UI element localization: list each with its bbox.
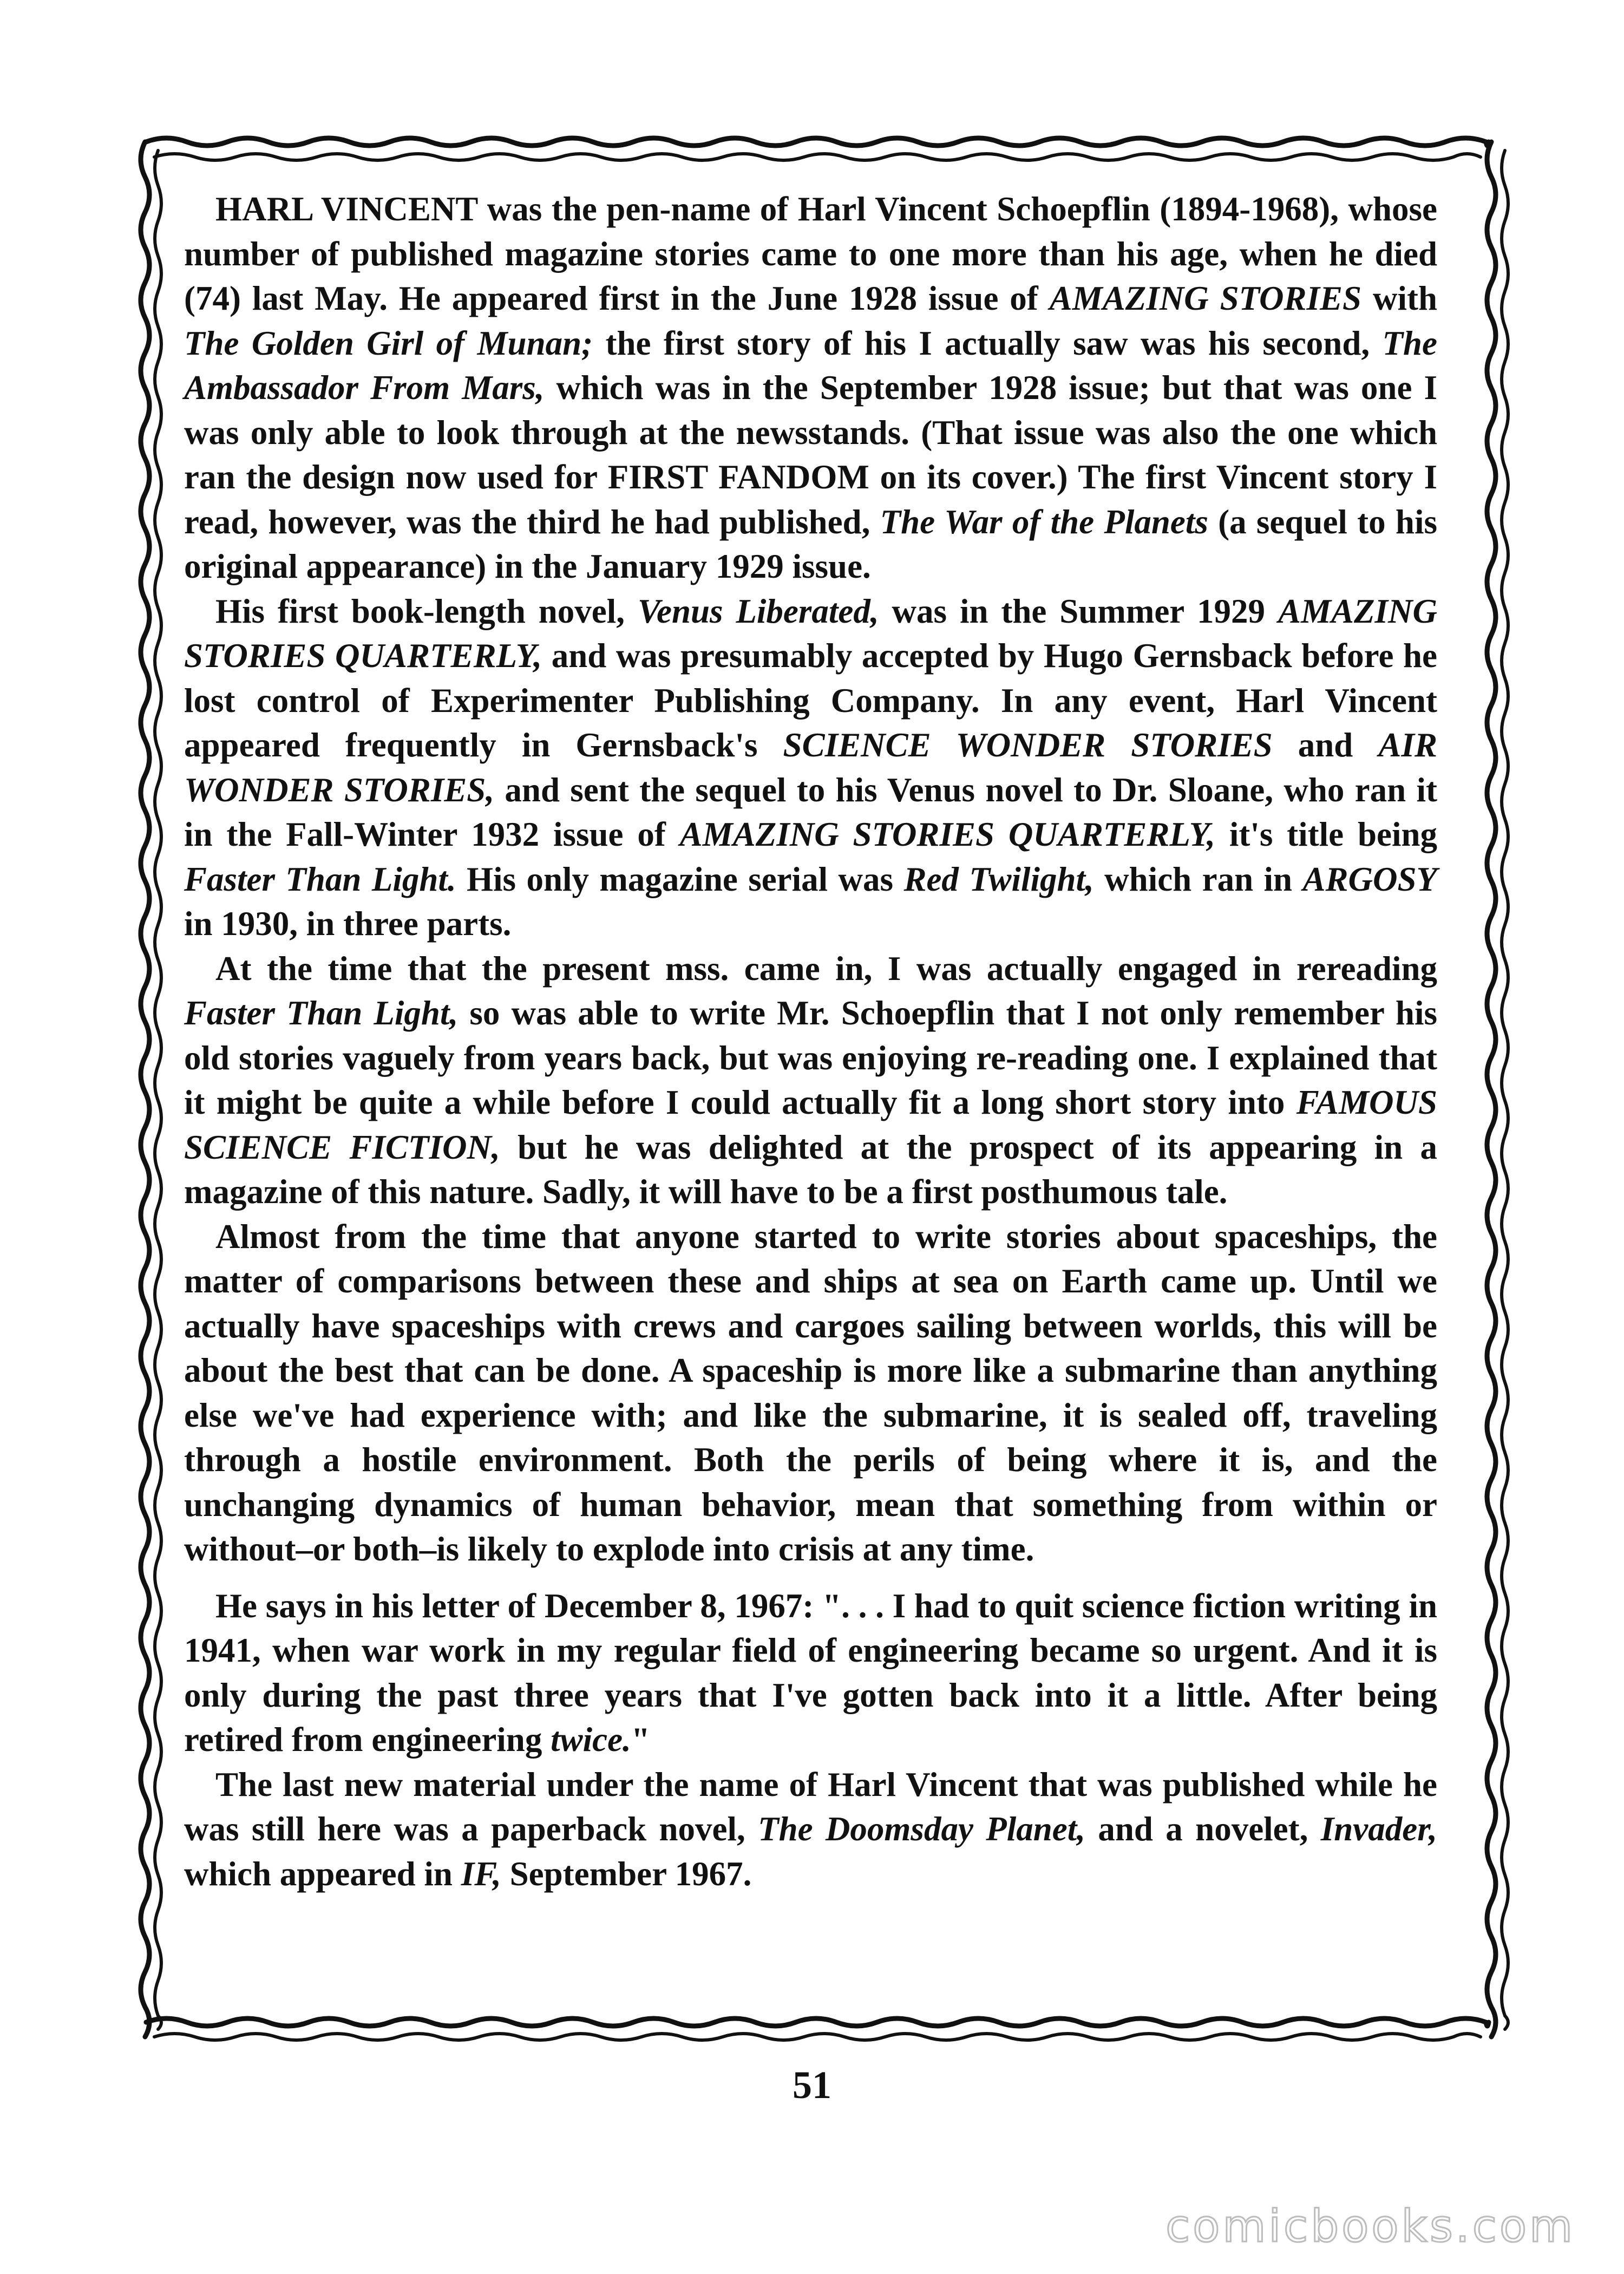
italic-title: IF, [461,1854,501,1893]
paragraph-5: He says in his letter of December 8, 1967: ". . . I had to quit science fiction writing in 1941, when war work in my regular field of engineering became so urgent. And it is only during the past three years that I've gotten back into it a little. After being retired from engineering twice." [184,1586,1437,1759]
border-wave-line [155,151,161,2029]
italic-title: FAMOUS SCIENCE FICTION, [184,1083,1437,1166]
italic-title: Invader, [1320,1810,1437,1848]
italic-title: The Ambassador From Mars, [184,324,1438,407]
border-wave-line [1487,142,1496,2037]
italic-title: Faster Than Light. [184,860,456,898]
paragraph-3: At the time that the present mss. came in, I was actually engaged in rereading Faster Than Light, so was able to write Mr. Schoepflin that I not only remember his old stories vaguely from years back, but was enjoying re-reading one. I explained that it might be quite a while before I could actually fit a long short story into FAMOUS SCIENCE FICTION, but he was delighted at the prospect of its appearing in a magazine of this nature. Sadly, it will have to be a first posthumous tale. [184,949,1437,1211]
paragraph-2: His first book-length novel, Venus Liberated, was in the Summer 1929 AMAZING STORIES QUARTERLY, and was presumably accepted by Hugo Gernsback before he lost control of Experimenter Publishing Company. In any event, Harl Vincent appeared frequently in Gernsback's SCIENCE WONDER STORIES and AIR WONDER STORIES, and sent the sequel to his Venus novel to Dr. Sloane, who ran it in the Fall-Winter 1932 issue of AMAZING STORIES QUARTERLY, it's title being Faster Than Light. His only magazine serial was Red Twilight, which ran in ARGOSY in 1930, in three parts. [184,592,1437,943]
paragraph-6: The last new material under the name of Harl Vincent that was published while he was still here was a paperback novel, The Doomsday Planet, and a novelet, Invader, which appeared in IF, September 1967. [184,1765,1437,1893]
border-wave-line [1502,151,1508,2029]
border-wave-line [146,138,1489,146]
italic-title: The War of the Planets [880,502,1208,541]
italic-title: Red Twilight, [903,860,1094,898]
italic-title: twice. [551,1721,631,1759]
italic-title: ARGOSY [1302,860,1437,898]
italic-title: SCIENCE WONDER STORIES [783,726,1273,764]
site-watermark: comicbooks.com [1165,2201,1575,2252]
italic-title: AMAZING STORIES QUARTERLY, [184,592,1437,675]
border-wave-line [154,2034,1481,2040]
italic-title: AMAZING STORIES [1049,279,1362,317]
border-wave-line [141,142,149,2037]
border-wave-line [154,154,1481,160]
italic-title: Faster Than Light, [184,994,459,1032]
italic-title: AIR WONDER STORIES, [184,726,1437,809]
italic-title: Venus Liberated, [637,592,879,630]
italic-title: The Golden Girl of Munan; [184,324,593,362]
border-wave-line [146,2018,1489,2026]
italic-title: AMAZING STORIES QUARTERLY, [679,815,1216,853]
article-body [184,187,1437,1896]
page-number: 51 [793,2063,831,2107]
italic-title: The Doomsday Planet, [758,1810,1086,1848]
paragraph-4: Almost from the time that anyone started to write stories about spaceships, the matter of comparisons between these and ships at sea on Earth came up. Until we actually have spaceships with crews and cargoes sailing between worlds, this will be about the best that can be done. A spaceship is more like a submarine than anything else we've had experience with; and like the submarine, it is sealed off, traveling through a hostile environment. Both the perils of being where it is, and the unchanging dynamics of human behavior, mean that something from within or without–or both–is likely to explode into crisis at any time. [184,1217,1437,1568]
paragraph-1: HARL VINCENT was the pen-name of Harl Vincent Schoepflin (1894-1968), whose number of published magazine stories came to one more than his age, when he died (74) last May. He appeared first in the June 1928 issue of AMAZING STORIES with The Golden Girl of Munan; the first story of his I actually saw was his second, The Ambassador From Mars, which was in the September 1928 issue; but that was one I was only able to look through at the newsstands. (That issue was also the one which ran the design now used for FIRST FANDOM on its cover.) The first Vincent story I read, however, was the third he had published, The War of the Planets (a sequel to his original appearance) in the January 1929 issue. [184,190,1438,585]
